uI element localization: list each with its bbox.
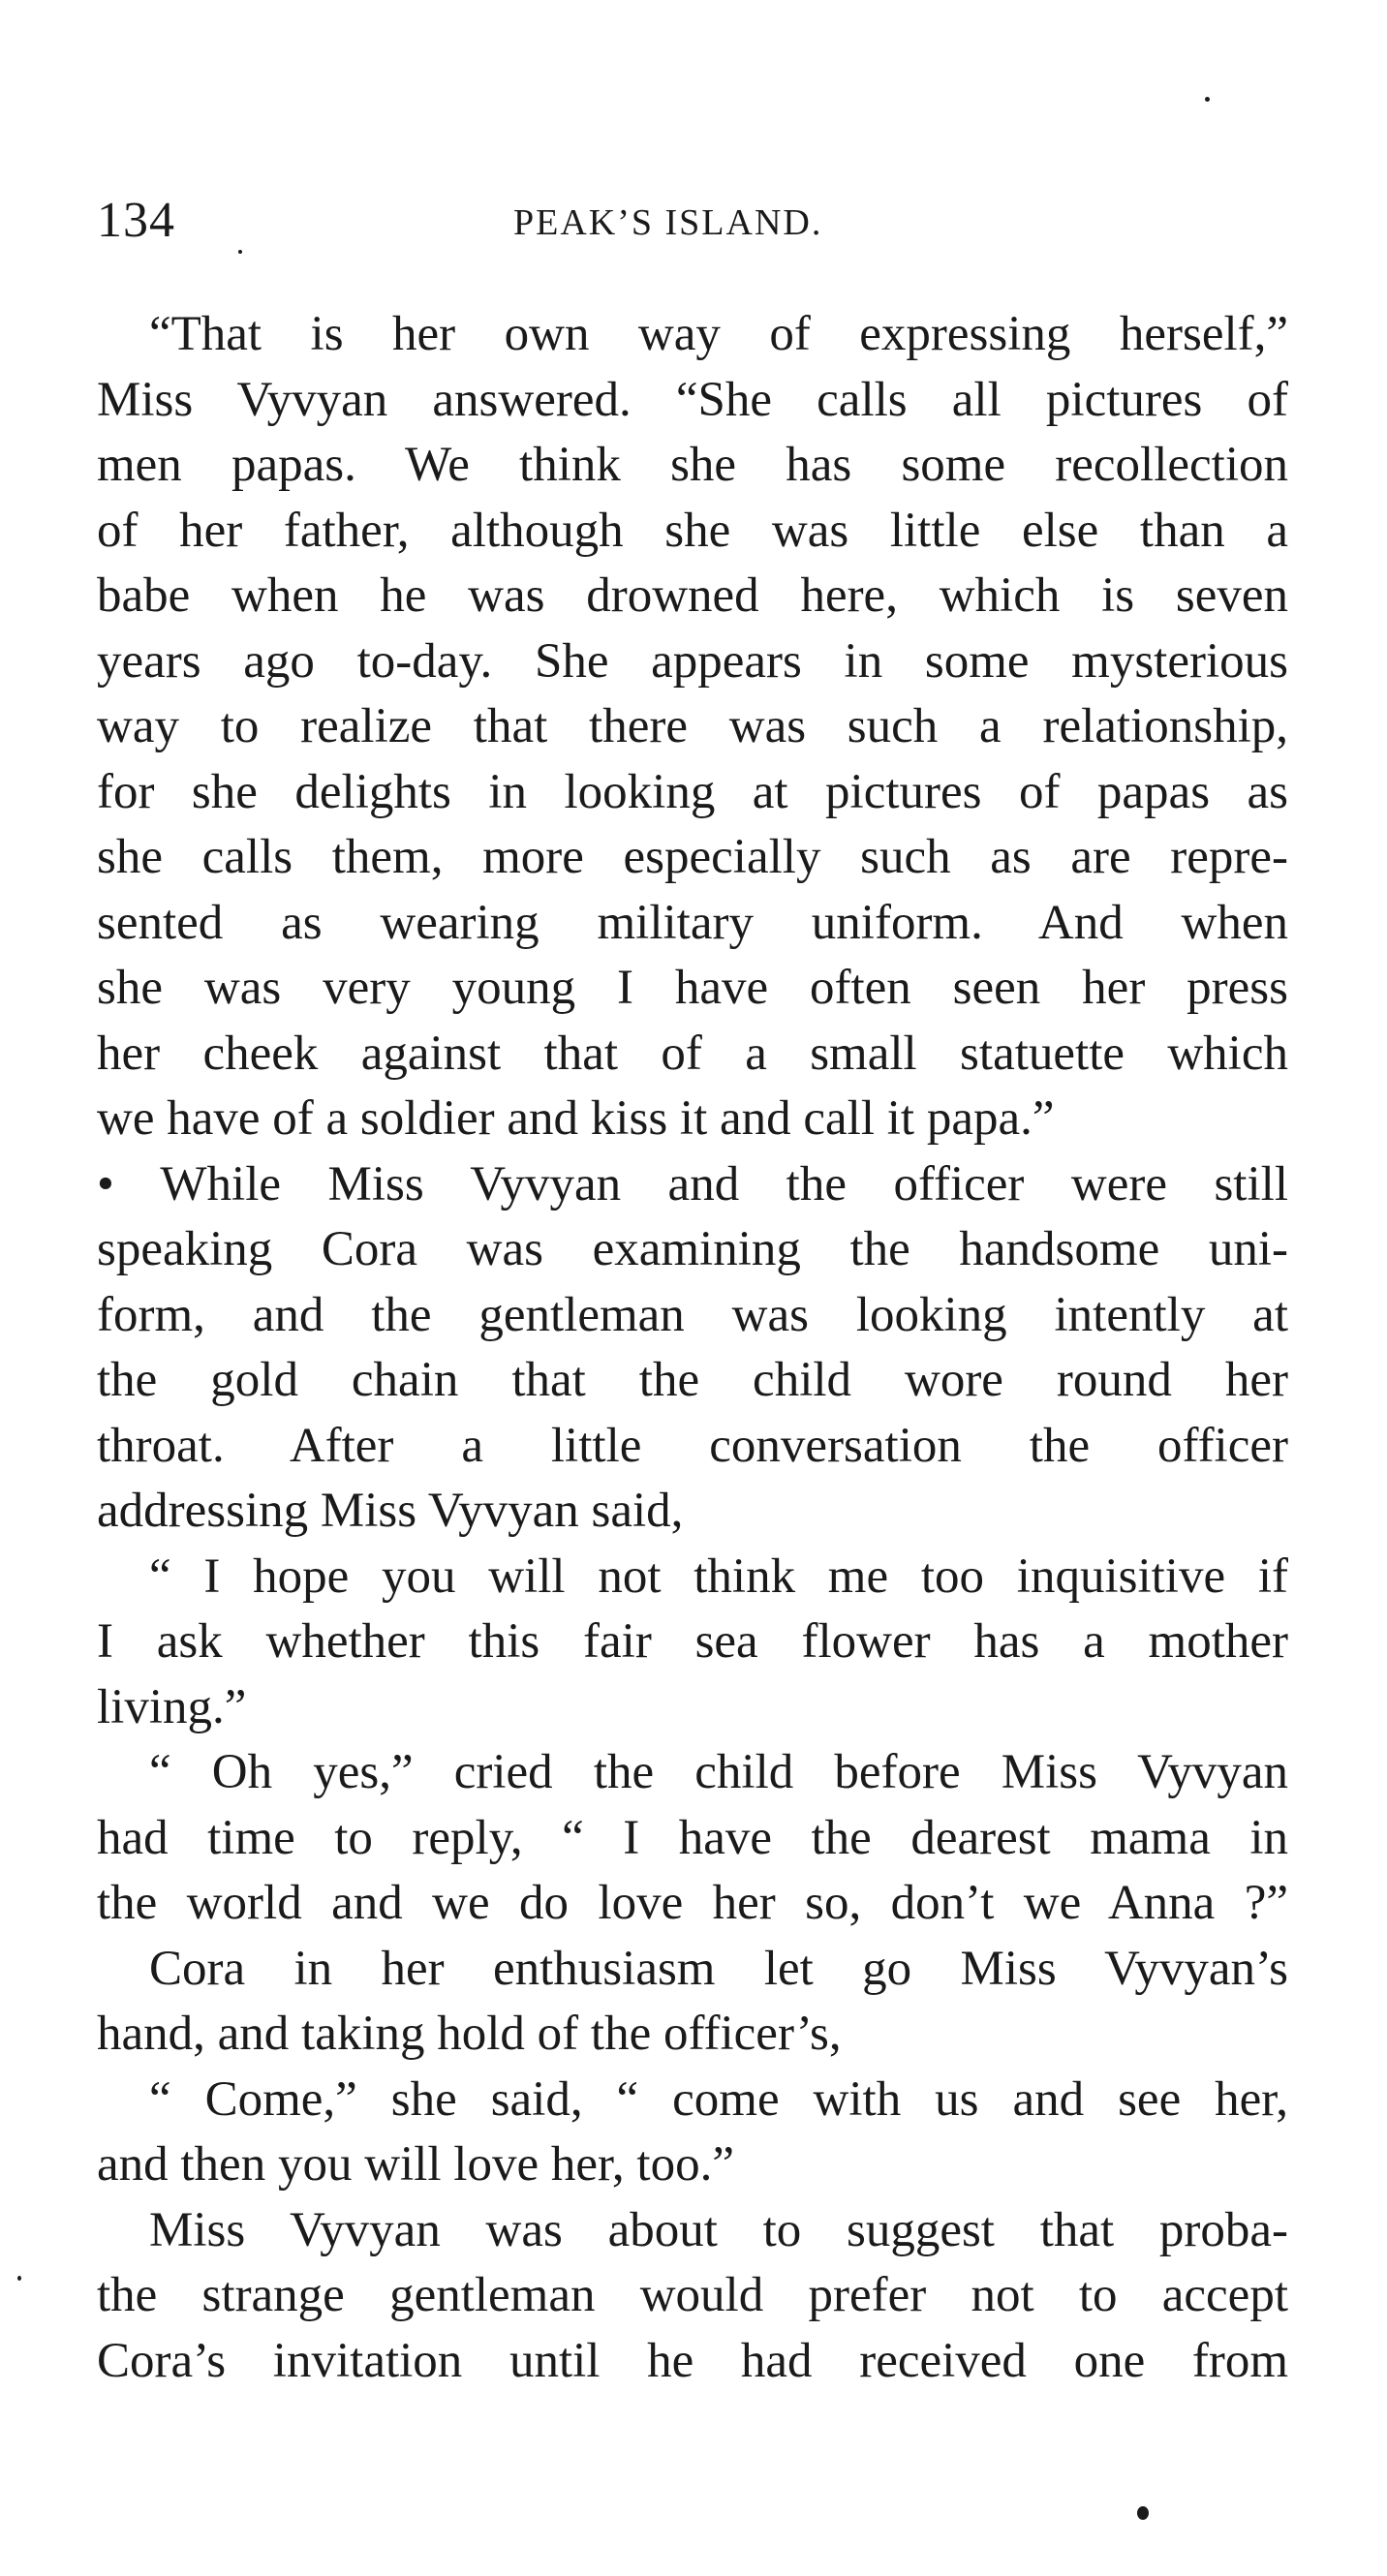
running-head: PEAK’S ISLAND. <box>513 202 823 243</box>
text-line: of her father, although she was little else than a <box>97 503 1288 558</box>
print-speck <box>1205 97 1210 102</box>
text-line: babe when he was drowned here, which is seven <box>97 568 1288 623</box>
text-line: speaking Cora was examining the handsome uni- <box>97 1222 1288 1276</box>
text-line: she was very young I have often seen her press <box>97 961 1288 1015</box>
text-line: Cora in her enthusiasm let go Miss Vyvyan’s <box>149 1941 1288 1996</box>
text-line: living.” <box>97 1679 247 1734</box>
print-speck <box>1137 2506 1149 2520</box>
text-line: addressing Miss Vyvyan said, <box>97 1484 684 1538</box>
text-line: “ I hope you will not think me too inquisitive if <box>149 1549 1288 1604</box>
page-header <box>97 192 1288 250</box>
page-number: 134 <box>97 193 175 248</box>
text-line: she calls them, more especially such as are repre- <box>97 830 1288 884</box>
text-line: the gold chain that the child wore round her <box>97 1353 1288 1407</box>
text-line: “That is her own way of expressing herself,” <box>149 307 1288 361</box>
text-line: Miss Vyvyan was about to suggest that proba- <box>149 2202 1288 2257</box>
text-line: her cheek against that of a small statuette which <box>97 1026 1288 1081</box>
text-line: “ Oh yes,” cried the child before Miss Vyvyan <box>149 1745 1288 1799</box>
text-line: we have of a soldier and kiss it and call it papa.” <box>97 1091 1055 1146</box>
print-speck <box>238 250 242 254</box>
text-line: years ago to-day. She appears in some mysterious <box>97 633 1288 689</box>
text-line: the world and we do love her so, don’t we Anna ?” <box>97 1876 1288 1930</box>
text-line: way to realize that there was such a relationship, <box>97 699 1288 753</box>
print-speck <box>17 2276 21 2281</box>
text-line: the strange gentleman would prefer not to accept <box>97 2268 1288 2322</box>
text-line: sented as wearing military uniform. And when <box>97 895 1288 950</box>
text-line: hand, and taking hold of the officer’s, <box>97 2007 842 2061</box>
text-line: had time to reply, “ I have the dearest mama in <box>97 1810 1288 1865</box>
text-line: for she delights in looking at pictures of papas as <box>97 764 1288 819</box>
body-text <box>97 302 1288 2394</box>
text-line: I ask whether this fair sea flower has a mother <box>97 1614 1288 1669</box>
text-line: • While Miss Vyvyan and the officer were still <box>97 1156 1288 1211</box>
text-line: and then you will love her, too.” <box>97 2137 734 2192</box>
text-line: “ Come,” she said, “ come with us and see her, <box>149 2071 1288 2127</box>
text-line: throat. After a little conversation the officer <box>97 1418 1288 1473</box>
text-line: Miss Vyvyan answered. “She calls all pictures of <box>97 372 1288 427</box>
text-line: form, and the gentleman was looking intently at <box>97 1287 1288 1342</box>
text-line: men papas. We think she has some recollection <box>97 438 1288 492</box>
text-line: Cora’s invitation until he had received one from <box>97 2333 1288 2388</box>
